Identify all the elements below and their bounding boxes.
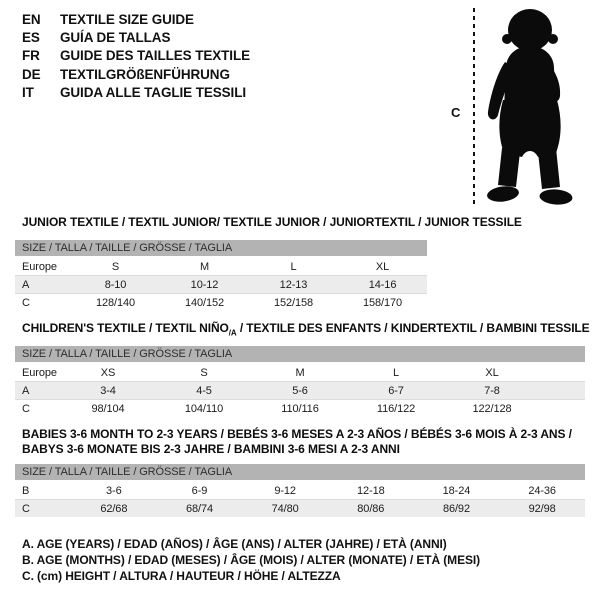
language-header (22, 11, 250, 102)
cell: 3-6 (71, 481, 157, 500)
row-label: C (15, 294, 71, 312)
table-row (15, 481, 585, 500)
cell: 116/122 (348, 400, 444, 418)
cell: 24-36 (499, 481, 585, 500)
language-row-it (22, 84, 250, 102)
cell: L (249, 257, 338, 276)
language-label: TEXTILGRÖßENFÜHRUNG (60, 66, 230, 82)
cell: 62/68 (71, 500, 157, 518)
language-label: TEXTILE SIZE GUIDE (60, 12, 194, 27)
cell: M (252, 363, 348, 382)
language-label: GUIDE DES TAILLES TEXTILE (60, 48, 251, 64)
language-code: FR (22, 48, 40, 64)
filler-cell (540, 363, 585, 382)
language-label: GUÍA DE TALLAS (60, 30, 171, 46)
children-size-table (15, 346, 585, 417)
height-label: C (451, 105, 461, 120)
table-row (15, 500, 585, 518)
size-header-text: SIZE / TALLA / TAILLE / GRÖSSE / TAGLIA (15, 464, 585, 481)
measurement-legend (22, 536, 480, 584)
size-header-bar (15, 464, 585, 481)
legend-line-a: A. AGE (YEARS) / EDAD (AÑOS) / ÂGE (ANS) / ALTER (JAHRE) / ETÀ (ANNI) (22, 537, 447, 551)
legend-line-b: B. AGE (MONTHS) / EDAD (MESES) / ÂGE (MOIS) / ALTER (MONATE) / ETÀ (MESI) (22, 553, 481, 567)
cell: 5-6 (252, 382, 348, 400)
children-table-title (22, 321, 590, 340)
cell: L (348, 363, 444, 382)
title-text: / TEXTILE DES ENFANTS / KINDERTEXTIL / BAMBINI TESSILE (236, 321, 590, 335)
cell: XL (444, 363, 540, 382)
cell: 7-8 (444, 382, 540, 400)
babies-size-table (15, 464, 585, 517)
row-label: C (15, 500, 71, 518)
table-row (15, 363, 585, 382)
table-row (15, 257, 427, 276)
table-row (15, 294, 427, 312)
title-line: BABIES 3-6 MONTH TO 2-3 YEARS / BEBÉS 3-6 MESES A 2-3 AÑOS / BÉBÉS 3-6 MOIS À 2-3 ANS / (22, 427, 572, 441)
cell: 140/152 (160, 294, 249, 312)
language-code: DE (22, 66, 41, 82)
title-line: BABYS 3-6 MONATE BIS 2-3 JAHRE / BAMBINI 3-6 MESI A 2-3 ANNI (22, 442, 400, 456)
language-row-de (22, 66, 250, 84)
cell: 9-12 (242, 481, 328, 500)
cell: 6-7 (348, 382, 444, 400)
row-label: Europe (15, 363, 60, 382)
cell: 3-4 (60, 382, 156, 400)
title-text: CHILDREN'S TEXTILE / TEXTIL NIÑO (22, 321, 229, 335)
cell: M (160, 257, 249, 276)
cell: 98/104 (60, 400, 156, 418)
cell: XS (60, 363, 156, 382)
language-row-es (22, 29, 250, 47)
cell: 86/92 (414, 500, 500, 518)
row-label: B (15, 481, 71, 500)
row-label: A (15, 382, 60, 400)
cell: 80/86 (328, 500, 414, 518)
language-row-fr (22, 47, 250, 65)
filler-cell (540, 382, 585, 400)
cell: 128/140 (71, 294, 160, 312)
cell: 12-18 (328, 481, 414, 500)
cell: 74/80 (242, 500, 328, 518)
cell: 14-16 (338, 276, 427, 294)
cell: 8-10 (71, 276, 160, 294)
cell: 110/116 (252, 400, 348, 418)
legend-line-c: C. (cm) HEIGHT / ALTURA / HAUTEUR / HÖHE / ALTEZZA (22, 569, 341, 583)
size-header-bar (15, 240, 427, 257)
language-code: ES (22, 30, 40, 46)
size-header-text: SIZE / TALLA / TAILLE / GRÖSSE / TAGLIA (15, 346, 585, 363)
cell: 68/74 (157, 500, 243, 518)
cell: 92/98 (499, 500, 585, 518)
row-label: Europe (15, 257, 71, 276)
size-header-text: SIZE / TALLA / TAILLE / GRÖSSE / TAGLIA (15, 240, 427, 257)
baby-silhouette-icon (486, 6, 598, 208)
language-code: EN (22, 12, 41, 27)
cell: 158/170 (338, 294, 427, 312)
cell: 12-13 (249, 276, 338, 294)
junior-table-title: JUNIOR TEXTILE / TEXTIL JUNIOR/ TEXTILE JUNIOR / JUNIORTEXTIL / JUNIOR TESSILE (22, 215, 522, 229)
language-row-en (22, 11, 250, 29)
language-code: IT (22, 84, 34, 100)
cell: 104/110 (156, 400, 252, 418)
cell: 152/158 (249, 294, 338, 312)
table-row (15, 382, 585, 400)
table-row (15, 276, 427, 294)
row-label: C (15, 400, 60, 418)
row-label: A (15, 276, 71, 294)
cell: 6-9 (157, 481, 243, 500)
filler-cell (540, 400, 585, 418)
cell: S (71, 257, 160, 276)
cell: 18-24 (414, 481, 500, 500)
language-label: GUIDA ALLE TAGLIE TESSILI (60, 84, 246, 100)
cell: 10-12 (160, 276, 249, 294)
height-measure-dashed-line (473, 8, 475, 206)
cell: 4-5 (156, 382, 252, 400)
cell: XL (338, 257, 427, 276)
table-row (15, 400, 585, 418)
cell: S (156, 363, 252, 382)
junior-size-table (15, 240, 427, 311)
babies-table-title (22, 427, 582, 457)
cell: 122/128 (444, 400, 540, 418)
title-subscript: /A (228, 328, 237, 338)
size-header-bar (15, 346, 585, 363)
